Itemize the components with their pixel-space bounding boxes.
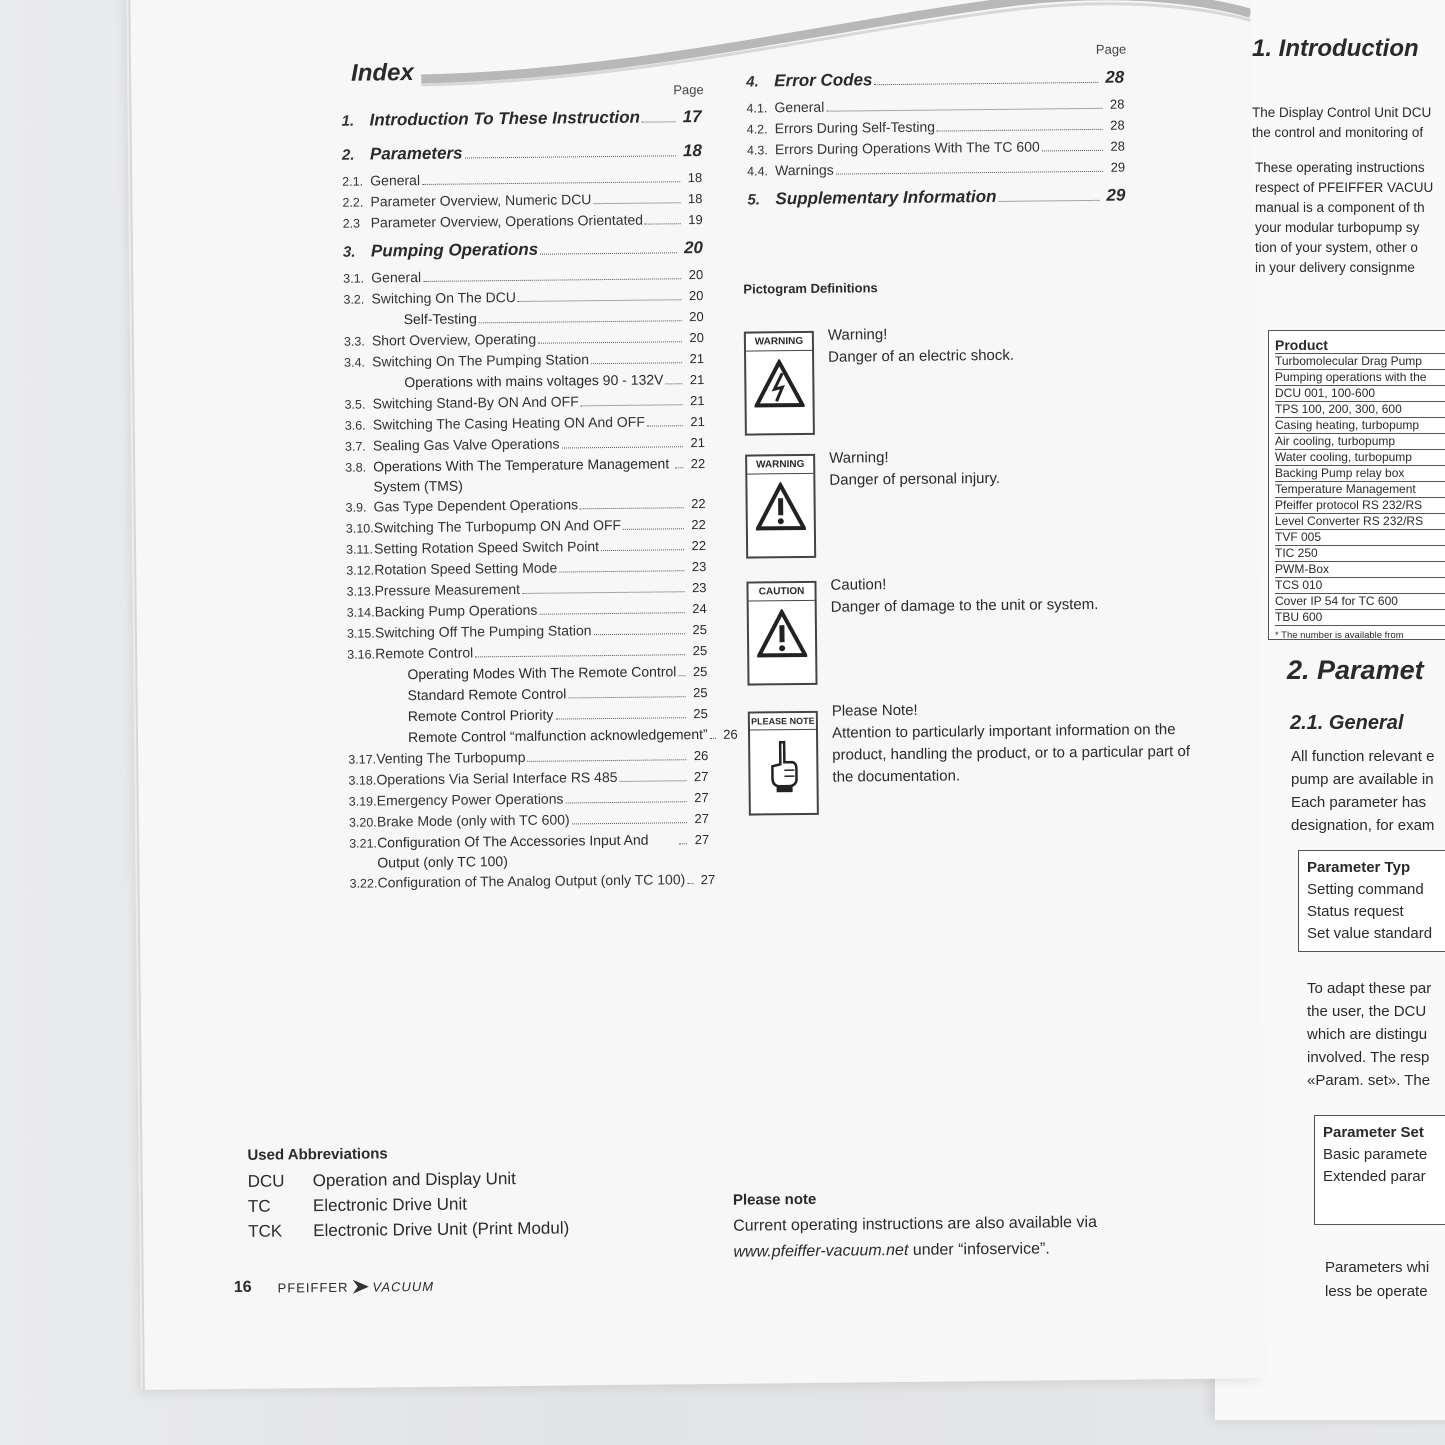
toc-entry-title: Setting Rotation Speed Switch Point: [373, 538, 600, 557]
toc-leader-dots: [678, 675, 685, 676]
toc-entry-page: 28: [1109, 96, 1125, 112]
toc-entry-number: 4.: [746, 73, 759, 91]
pictogram-title: Please Note!: [831, 701, 918, 720]
toc-entry-number: 3.4.: [344, 355, 366, 370]
product-table: [1268, 330, 1445, 640]
product-table-row: Pfeiffer protocol RS 232/RS: [1275, 498, 1445, 514]
parameters-paragraph: [1325, 1256, 1429, 1304]
product-table-row: DCU 001, 100-600: [1275, 386, 1445, 402]
pictogram-text: Danger of an electric shock.: [828, 346, 1015, 366]
product-table-row: Backing Pump relay box: [1275, 466, 1445, 482]
toc-entry-title: Self-Testing: [403, 310, 477, 328]
general-paragraph: [1291, 745, 1434, 837]
toc-entry-title: Introduction To These Instruction: [369, 107, 641, 130]
toc-entry-title: Venting The Turbopump: [376, 748, 526, 767]
pictogram-personal-injury: [745, 450, 1206, 575]
parameter-type-row: Setting command: [1307, 881, 1424, 898]
toc-entry-number: 3.11.: [346, 542, 374, 557]
toc-entry-page: 18: [682, 141, 703, 161]
toc-entry-page: 29: [1110, 159, 1126, 175]
toc-entry-page: 20: [688, 267, 704, 283]
toc-entry-page: 21: [690, 435, 706, 451]
parameter-type-row: Status request: [1307, 903, 1404, 920]
toc-entry-title: Parameter Overview, Numeric DCU: [370, 191, 592, 210]
product-table-row: TVF 005: [1275, 530, 1445, 546]
toc-leader-dots: [675, 467, 683, 468]
toc-entry-page: 27: [694, 831, 710, 848]
product-table-row: TCS 010: [1275, 578, 1445, 594]
toc-entry-number: 3.18.: [348, 773, 377, 788]
toc-entry-title: Errors During Self-Testing: [774, 118, 936, 137]
toc-entry-title: Switching On The Pumping Station: [372, 351, 590, 370]
product-table-row: Turbomolecular Drag Pump: [1275, 354, 1445, 370]
product-table-row: Casing heating, turbopump: [1275, 418, 1445, 434]
logo-vacuum-text: VACUUM: [372, 1278, 435, 1295]
toc-entry-title: Switching The Casing Heating ON And OFF: [372, 413, 645, 433]
parameter-set-row: Extended parar: [1323, 1168, 1426, 1185]
product-table-row: TIC 250: [1275, 546, 1445, 562]
index-title: Index: [350, 59, 414, 87]
toc-entry-title: Errors During Operations With The TC 600: [774, 138, 1040, 158]
toc-leader-dots: [601, 549, 684, 551]
product-table-row: Water cooling, turbopump: [1275, 450, 1445, 466]
toc-leader-dots: [620, 780, 687, 782]
toc-entry-number: 4.3.: [746, 143, 768, 158]
toc-entry-page: 25: [693, 684, 708, 701]
toc-leader-dots: [572, 822, 687, 824]
toc-entry-title: Backing Pump Operations: [374, 601, 538, 620]
toc-entry: [343, 209, 703, 234]
toc-entry: [747, 157, 1125, 182]
toc-entry-number: 3.10.: [345, 521, 374, 536]
pictogram-title: Warning!: [827, 326, 888, 344]
toc-entry-title: Pumping Operations: [370, 239, 539, 261]
text-line: These operating instructions: [1255, 160, 1425, 175]
toc-leader-dots: [580, 507, 684, 509]
product-table-row: Cover IP 54 for TC 600: [1275, 594, 1445, 610]
pointing-hand-icon: [758, 738, 809, 795]
toc-entry-page: 25: [692, 621, 708, 638]
note-text-before: Current operating instructions are also available via: [733, 1213, 1098, 1235]
toc-entry-page: 19: [688, 212, 703, 228]
note-text-after: under “infoservice”.: [908, 1240, 1050, 1259]
text-line: involved. The resp: [1307, 1049, 1430, 1066]
toc-entry-title: Remote Control Priority: [407, 706, 554, 725]
toc-entry-page: 18: [687, 170, 703, 186]
pictogram-please-note: [748, 701, 1209, 832]
toc-leader-dots: [642, 121, 676, 122]
toc-entry-title: Warnings: [775, 161, 834, 179]
toc-entry-number: 2.: [341, 146, 355, 164]
toc-entry-title: Supplementary Information: [775, 186, 997, 209]
text-line: respect of PFEIFFER VACUU: [1255, 180, 1434, 195]
toc-entry-title: Emergency Power Operations: [376, 790, 564, 809]
toc-entry: [343, 238, 703, 268]
logo-mark-icon: [352, 1280, 368, 1294]
toc-entry-title: Configuration Of The Accessories Input And Output (only TC 100): [377, 831, 649, 871]
please-note-heading: Please note: [732, 1190, 817, 1209]
toc-entry-title: General: [370, 171, 421, 189]
toc-entry-page: 20: [683, 238, 704, 258]
left-page: [130, 0, 1265, 1390]
toc-entry-number: 2.2.: [342, 195, 364, 210]
parameter-type-table: [1298, 850, 1445, 952]
abbreviation-row: [248, 1190, 569, 1218]
toc-entry-page: 21: [689, 372, 705, 388]
text-line: «Param. set». The: [1307, 1072, 1431, 1089]
text-line: the control and monitoring of: [1252, 125, 1424, 140]
abbreviation-row: [248, 1215, 569, 1243]
toc-leader-dots: [645, 223, 681, 224]
toc-entry-page: 21: [690, 414, 705, 430]
pfeiffer-vacuum-logo: [278, 1278, 435, 1295]
product-table-row: PWM-Box: [1275, 562, 1445, 578]
toc-leader-dots: [679, 843, 687, 844]
pictogram-text: Attention to particularly important information on the product, handling the product, or to a particular part of the documentation.: [831, 721, 1191, 786]
toc-entry-title: Rotation Speed Setting Mode: [374, 559, 558, 578]
toc-entry-page: 27: [694, 810, 709, 827]
toc-entry-number: 1.: [341, 112, 355, 130]
text-line: All function relevant e: [1291, 748, 1435, 765]
toc-entry-number: 4.2.: [746, 122, 768, 137]
toc-leader-dots: [593, 202, 680, 204]
logo-brand-text: PFEIFFER: [277, 1279, 349, 1296]
personal-injury-warning-icon: [755, 482, 806, 533]
page-footer: [234, 1277, 434, 1297]
toc-entry-title: General: [774, 98, 825, 116]
heading-parameters: 2. Paramet: [1287, 655, 1424, 685]
toc-entry-page: 24: [692, 600, 707, 617]
toc-entry-page: 25: [692, 663, 708, 680]
toc-entry-page: 28: [1110, 138, 1125, 154]
toc-leader-dots: [647, 425, 683, 426]
toc-entry-title: Sealing Gas Valve Operations: [372, 435, 560, 454]
parameter-type-header: Parameter Typ: [1307, 859, 1411, 876]
text-line: in your delivery consignme: [1255, 260, 1415, 275]
toc-entry-title: Switching The Turbopump ON And OFF: [373, 516, 622, 536]
toc-leader-dots: [539, 612, 684, 615]
toc-leader-dots: [559, 570, 684, 572]
pictogram-title: Warning!: [829, 449, 889, 467]
toc-leader-dots: [527, 759, 686, 762]
toc-entry-page: 27: [700, 871, 716, 888]
toc-leader-dots: [687, 883, 693, 884]
abbreviation-row: [248, 1165, 569, 1193]
toc-leader-dots: [465, 155, 676, 158]
page-number: 16: [233, 1278, 252, 1296]
toc-leader-dots: [423, 278, 681, 282]
toc-entry-title: Operations with mains voltages 90 - 132V: [404, 371, 664, 391]
sign-label: WARNING: [746, 333, 812, 352]
toc-leader-dots: [594, 633, 685, 635]
note-url[interactable]: www.pfeiffer-vacuum.net: [733, 1241, 909, 1261]
toc-entry-title: Parameter Overview, Operations Orientated: [370, 211, 644, 231]
toc-entry-page: 25: [692, 642, 708, 659]
toc-entry-number: 3.15.: [346, 626, 375, 641]
toc-leader-dots: [568, 696, 685, 698]
toc-entry-title: Error Codes: [774, 70, 873, 91]
abbreviations-heading: Used Abbreviations: [247, 1145, 388, 1164]
text-line: Parameters whi: [1325, 1259, 1430, 1276]
toc-entry-number: 3.5.: [344, 397, 366, 412]
toc-leader-dots: [479, 320, 682, 323]
toc-entry-page: 17: [682, 107, 702, 127]
parameter-set-table: [1314, 1115, 1445, 1225]
toc-entry-title: Operating Modes With The Remote Control: [407, 663, 677, 683]
abbreviations-list: [248, 1165, 570, 1243]
abbreviation-meaning: Electronic Drive Unit (Print Modul): [313, 1218, 570, 1241]
page-column-header-right: Page: [1095, 41, 1127, 57]
toc-entry-number: 3.: [342, 243, 356, 261]
toc-entry-page: 22: [691, 537, 707, 554]
toc-entry-page: 22: [691, 496, 706, 512]
toc-entry-page: 20: [689, 309, 704, 325]
text-line: pump are available in: [1291, 771, 1434, 788]
toc-entry-page: 20: [689, 330, 704, 346]
pictogram-text: Danger of personal injury.: [829, 469, 1001, 489]
product-table-row: Air cooling, turbopump: [1275, 434, 1445, 450]
toc-entry-page: 20: [688, 288, 704, 304]
toc-entry-number: 3.1.: [343, 271, 365, 286]
intro-paragraph-1: [1252, 103, 1431, 143]
toc-entry-title: Remote Control “malfunction acknowledgement”: [407, 725, 708, 746]
adapt-paragraph: [1307, 977, 1431, 1092]
toc-entry-page: 28: [1110, 117, 1125, 133]
toc-entry-title: Remote Control: [375, 644, 474, 662]
toc-right-column: [746, 60, 1126, 216]
toc-entry-title: Switching On The DCU: [371, 288, 516, 307]
toc-entry-number: 3.14.: [346, 605, 375, 620]
pictogram-text: Danger of damage to the unit or system.: [830, 595, 1099, 616]
toc-entry: [747, 186, 1125, 216]
toc-entry-page: 28: [1105, 67, 1125, 87]
heading-general: 2.1. General: [1290, 712, 1404, 734]
toc-entry-number: 4.1.: [746, 101, 768, 116]
toc-entry-number: 3.13.: [346, 584, 375, 599]
toc-entry-page: 22: [691, 517, 706, 533]
toc-entry-page: 29: [1106, 185, 1126, 205]
toc-left-column: [341, 99, 738, 894]
toc-entry: [349, 869, 716, 894]
toc-entry-title: Configuration of The Analog Output (only TC 100): [377, 871, 686, 891]
toc-entry-page: 23: [691, 579, 707, 596]
page-column-header: Page: [673, 81, 704, 98]
toc-leader-dots: [998, 200, 1099, 202]
parameter-set-row: Basic paramete: [1323, 1146, 1428, 1163]
abbreviation-meaning: Operation and Display Unit: [312, 1169, 516, 1191]
toc-entry-number: 3.12.: [346, 563, 375, 578]
toc-entry-number: 3.8.: [345, 460, 367, 475]
toc-leader-dots: [623, 528, 684, 530]
toc-entry-page: 27: [694, 789, 709, 806]
text-line: less be operate: [1325, 1283, 1428, 1300]
text-line: tion of your system, other o: [1255, 240, 1418, 255]
toc-entry: [746, 68, 1124, 98]
toc-leader-dots: [475, 654, 685, 657]
toc-leader-dots: [540, 252, 677, 254]
toc-entry-page: 23: [691, 558, 707, 575]
text-line: manual is a component of th: [1255, 200, 1425, 215]
text-line: your modular turbopump sy: [1255, 220, 1420, 235]
toc-entry-title: Standard Remote Control: [407, 685, 567, 704]
toc-entry-page: 21: [689, 393, 705, 409]
toc-entry-number: 3.21.: [349, 836, 378, 851]
product-table-row: Temperature Management: [1275, 482, 1445, 498]
product-table-row: TPS 100, 200, 300, 600: [1275, 402, 1445, 418]
toc-leader-dots: [710, 738, 716, 739]
toc-entry-number: 3.3.: [343, 334, 365, 349]
toc-leader-dots: [522, 591, 684, 594]
text-line: the user, the DCU: [1307, 1003, 1427, 1020]
pictogram-caution: [746, 577, 1207, 702]
toc-entry-title: Brake Mode (only with TC 600): [376, 811, 570, 830]
toc-entry-title: Pressure Measurement: [374, 580, 521, 599]
electric-shock-warning-icon: [754, 359, 805, 410]
toc-entry-title: General: [371, 268, 422, 286]
toc-entry-title: Parameters: [369, 143, 463, 164]
toc-leader-dots: [581, 404, 683, 406]
toc-entry-page: 26: [693, 747, 709, 764]
toc-leader-dots: [937, 129, 1103, 132]
text-line: which are distingu: [1307, 1026, 1428, 1043]
abbreviation: TC: [247, 1196, 271, 1216]
parameter-type-row: Set value standard: [1307, 925, 1433, 942]
toc-leader-dots: [665, 383, 682, 384]
intro-paragraph-2: [1255, 158, 1433, 278]
toc-entry-title: Short Overview, Operating: [371, 330, 537, 349]
product-table-footnote: * The number is available from: [1275, 630, 1404, 641]
toc-entry-number: 2.1.: [342, 174, 364, 189]
toc-leader-dots: [874, 82, 1098, 85]
toc-entry-page: 27: [693, 768, 709, 785]
toc-entry: [349, 829, 709, 873]
abbreviation-meaning: Electronic Drive Unit: [312, 1194, 468, 1216]
please-note-text: [733, 1209, 1154, 1265]
toc-entry-title: Switching Off The Pumping Station: [374, 622, 592, 641]
text-line: To adapt these par: [1307, 980, 1432, 997]
toc-entry-number: 5.: [747, 191, 761, 209]
abbreviation: TCK: [248, 1221, 283, 1241]
product-table-row: Level Converter RS 232/RS: [1275, 514, 1445, 530]
toc-entry-number: 3.9.: [345, 500, 367, 515]
caution-icon: [757, 609, 808, 660]
toc-entry: [345, 453, 705, 497]
toc-entry-page: 22: [690, 456, 706, 472]
sign-label: WARNING: [747, 456, 813, 475]
pictogram-electric-shock: [744, 327, 1205, 452]
toc-entry-page: 21: [689, 351, 705, 367]
toc-leader-dots: [566, 801, 687, 803]
toc-entry-number: 3.6.: [344, 418, 366, 433]
toc-entry-title: Operations With The Temperature Management System (TMS): [373, 455, 670, 495]
toc-leader-dots: [1042, 150, 1103, 152]
toc-entry: [341, 107, 701, 137]
pictogram-title: Caution!: [830, 576, 887, 594]
abbreviation: DCU: [247, 1171, 285, 1191]
toc-entry-number: 3.16.: [347, 647, 376, 662]
toc-leader-dots: [538, 341, 682, 344]
toc-leader-dots: [555, 717, 686, 719]
toc-entry-number: 4.4.: [747, 164, 769, 179]
sign-label: CAUTION: [748, 583, 814, 602]
text-line: The Display Control Unit DCU: [1252, 105, 1432, 120]
toc-entry-number: 3.2.: [343, 292, 365, 307]
toc-entry-number: 2.3: [342, 216, 361, 231]
toc-leader-dots: [826, 108, 1102, 112]
toc-entry-number: 3.7.: [344, 439, 366, 454]
toc-leader-dots: [422, 181, 680, 185]
toc-entry-page: 26: [723, 726, 738, 742]
text-line: Each parameter has: [1291, 794, 1427, 811]
toc-entry: [342, 141, 702, 171]
toc-entry-page: 18: [687, 191, 703, 207]
sign-label: PLEASE NOTE: [750, 713, 816, 731]
heading-introduction: 1. Introduction: [1252, 35, 1419, 62]
toc-entry-number: 3.19.: [348, 794, 377, 809]
toc-entry-number: 3.22.: [349, 876, 378, 891]
toc-entry-page: 25: [693, 705, 708, 722]
toc-entry-title: Gas Type Dependent Operations: [373, 496, 579, 515]
toc-entry-title: Operations Via Serial Interface RS 485: [376, 768, 618, 788]
pictogram-definitions-heading: Pictogram Definitions: [743, 280, 878, 297]
product-table-row: Pumping operations with the: [1275, 370, 1445, 386]
toc-leader-dots: [562, 446, 683, 448]
parameter-set-header: Parameter Set: [1323, 1124, 1424, 1141]
toc-leader-dots: [518, 299, 682, 302]
product-table-row: TBU 600: [1275, 610, 1445, 626]
text-line: designation, for exam: [1291, 817, 1435, 834]
toc-leader-dots: [836, 171, 1103, 175]
toc-entry-number: 3.20.: [348, 815, 377, 830]
toc-entry-title: Switching Stand-By ON And OFF: [372, 393, 579, 412]
toc-entry-number: 3.17.: [348, 752, 377, 767]
product-table-header: Product: [1275, 337, 1445, 354]
toc-leader-dots: [591, 362, 682, 364]
